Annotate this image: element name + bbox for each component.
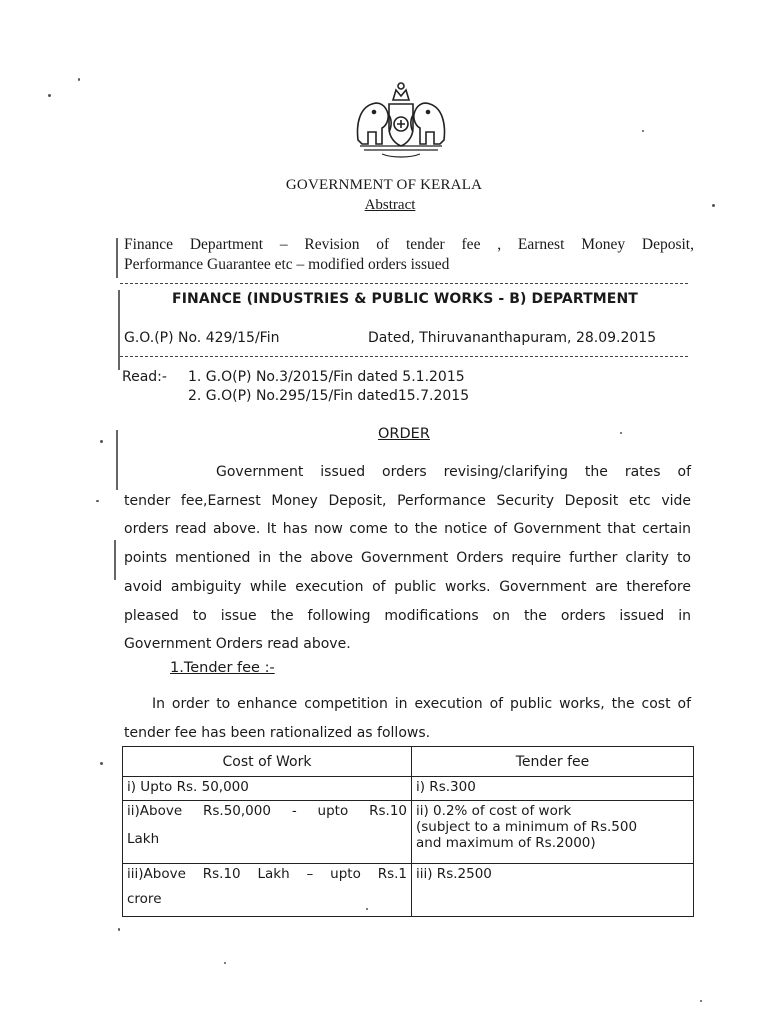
order-line: Government Orders read above.	[124, 636, 351, 653]
fee-text: i) Rs.300	[416, 779, 476, 795]
subject-line-1: Finance Department – Revision of tender fee , Earnest Money Deposit,	[124, 236, 694, 253]
fee-text: iii) Rs.2500	[416, 866, 492, 882]
order-line: Government issued orders revising/clarifying the rates of	[216, 464, 691, 480]
cost-text: iii)Above Rs.10 Lakh – upto Rs.1	[127, 866, 407, 882]
scan-speck	[700, 1000, 702, 1002]
scan-speck	[712, 204, 715, 207]
scan-mark	[118, 290, 120, 370]
scan-speck	[224, 962, 226, 964]
scan-speck	[96, 500, 99, 502]
section-1-intro	[124, 690, 691, 748]
scan-speck	[118, 928, 120, 931]
order-line: tender fee,Earnest Money Deposit, Performance Security Deposit etc vide	[124, 492, 691, 509]
fee-cell	[412, 864, 694, 917]
scan-speck	[78, 78, 80, 81]
subject-line-2: Performance Guarantee etc – modified orders issued	[124, 256, 450, 273]
read-item-2: 2. G.O(P) No.295/15/Fin dated15.7.2015	[188, 388, 470, 404]
table-row	[123, 801, 694, 864]
abstract-label: Abstract	[364, 197, 416, 213]
table-row	[123, 864, 694, 917]
scan-speck	[620, 432, 622, 434]
scan-speck	[366, 908, 368, 910]
scan-mark	[116, 430, 118, 490]
table-header-row	[123, 747, 694, 777]
cost-cell	[123, 864, 412, 917]
go-date: Dated, Thiruvananthapuram, 28.09.2015	[368, 330, 657, 346]
cost-cell	[123, 777, 412, 801]
cost-text: crore	[127, 891, 162, 907]
cost-text: ii)Above Rs.50,000 - upto Rs.10	[127, 803, 407, 819]
scan-mark	[114, 540, 116, 580]
divider-bottom	[120, 356, 688, 357]
order-heading: ORDER	[378, 426, 430, 442]
cost-text: Lakh	[127, 831, 160, 847]
table-row	[123, 777, 694, 801]
intro-line: In order to enhance competition in execution of public works, the cost of	[152, 696, 691, 712]
kerala-emblem	[352, 78, 450, 160]
read-item-1: 1. G.O(P) No.3/2015/Fin dated 5.1.2015	[188, 369, 465, 385]
fee-text: ii) 0.2% of cost of work	[416, 803, 572, 819]
header-cost-of-work: Cost of Work	[123, 747, 412, 777]
scan-speck	[100, 440, 103, 443]
order-line: pleased to issue the following modifications on the orders issued in	[124, 607, 691, 624]
department-heading: FINANCE (INDUSTRIES & PUBLIC WORKS - B) DEPARTMENT	[172, 291, 638, 307]
divider-top	[120, 283, 688, 284]
section-1-heading: 1.Tender fee :-	[170, 660, 275, 676]
intro-line: tender fee has been rationalized as follows.	[124, 725, 431, 741]
fee-text: and maximum of Rs.2000)	[416, 835, 596, 851]
cost-cell	[123, 801, 412, 864]
scan-speck	[100, 762, 103, 765]
cost-text: i) Upto Rs. 50,000	[127, 779, 249, 795]
order-paragraph	[124, 458, 691, 659]
fee-cell	[412, 801, 694, 864]
order-line: points mentioned in the above Government Orders require further clarity to	[124, 550, 691, 567]
fee-text: (subject to a minimum of Rs.500	[416, 819, 638, 835]
government-title: GOVERNMENT OF KERALA	[285, 177, 483, 193]
fee-cell	[412, 777, 694, 801]
scan-speck	[48, 94, 51, 97]
header-tender-fee: Tender fee	[412, 747, 694, 777]
read-label: Read:-	[122, 369, 167, 385]
go-number: G.O.(P) No. 429/15/Fin	[124, 330, 280, 346]
scan-mark	[116, 238, 118, 278]
scan-speck	[642, 130, 644, 132]
order-line: orders read above. It has now come to the notice of Government that certain	[124, 521, 691, 538]
tender-fee-table	[122, 746, 694, 917]
order-line: avoid ambiguity while execution of public works. Government are therefore	[124, 578, 691, 595]
